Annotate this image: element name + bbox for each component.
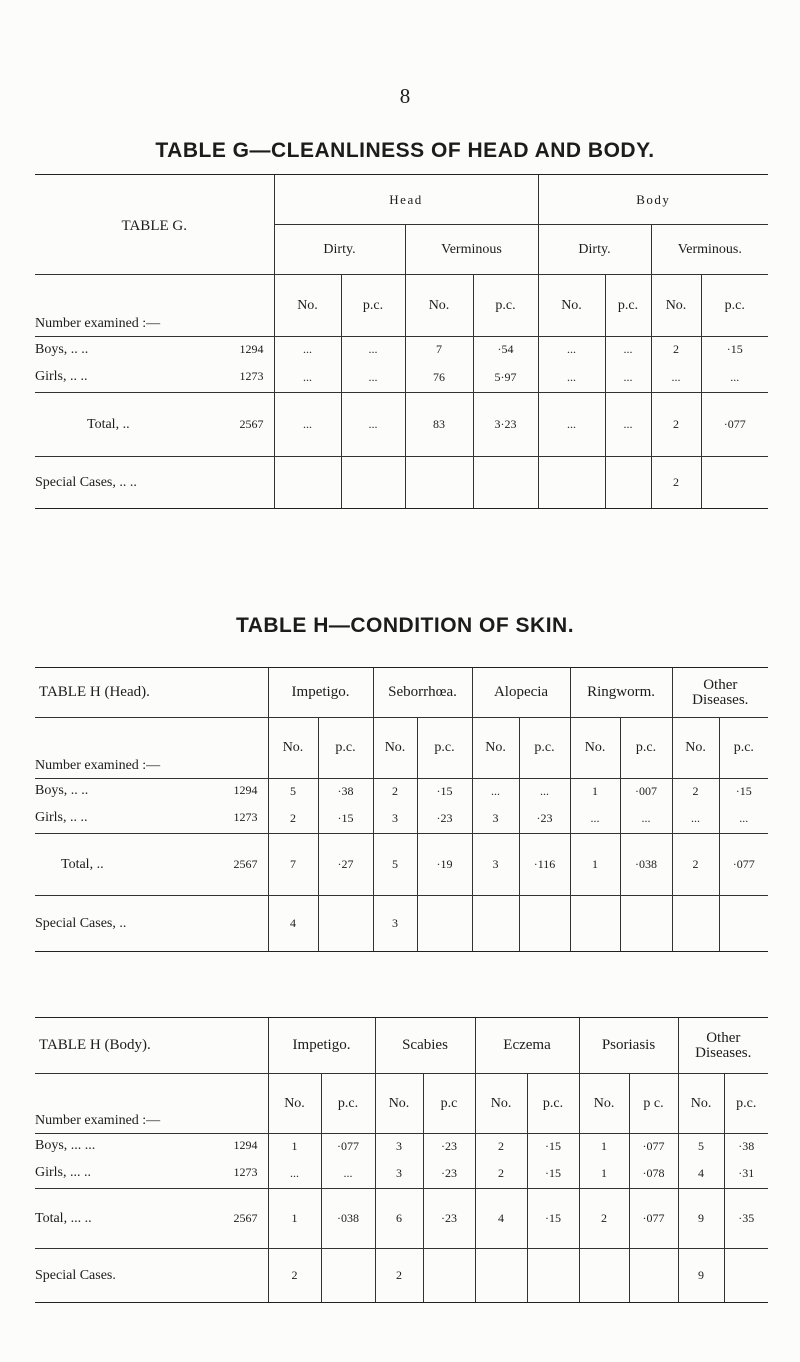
- cell: 1: [268, 1189, 321, 1249]
- col-header: p.c.: [321, 1074, 375, 1134]
- row-label-text: Girls, .. ..: [35, 369, 88, 385]
- cell: [605, 457, 651, 509]
- row-label-text: Total, ... ..: [35, 1210, 92, 1226]
- cell: [527, 1249, 579, 1303]
- cell: ·23: [423, 1134, 475, 1159]
- cell: ·077: [701, 393, 768, 457]
- cell: 5·97: [473, 363, 538, 393]
- cell: ·15: [318, 804, 373, 834]
- group-seborrhoea: Seborrhœa.: [373, 668, 472, 718]
- cell: ...: [274, 363, 341, 393]
- cell: [475, 1249, 527, 1303]
- cell: 1: [570, 779, 620, 804]
- cell: ·38: [724, 1134, 768, 1159]
- cell: 3: [472, 804, 519, 834]
- cell: ·077: [321, 1134, 375, 1159]
- cell: 7: [405, 337, 473, 363]
- cell: [472, 896, 519, 952]
- number-examined-label: Number examined :—: [35, 275, 274, 337]
- cell: ·15: [527, 1159, 579, 1189]
- cell: ·23: [417, 804, 472, 834]
- col-header: No.: [570, 718, 620, 779]
- cell: 5: [678, 1134, 724, 1159]
- cell: [405, 457, 473, 509]
- cell: [321, 1249, 375, 1303]
- cell: ·077: [629, 1134, 678, 1159]
- row-label: [35, 1189, 268, 1249]
- cell: 5: [373, 834, 417, 896]
- table-g-title: TABLE G—CLEANLINESS OF HEAD AND BODY.: [155, 139, 655, 162]
- cell: ...: [672, 804, 719, 834]
- cell: ·23: [423, 1159, 475, 1189]
- group-impetigo: Impetigo.: [268, 668, 373, 718]
- cell: 76: [405, 363, 473, 393]
- row-label: [35, 363, 274, 393]
- col-header: p.c.: [701, 275, 768, 337]
- cell: 3: [375, 1159, 423, 1189]
- cell: ·077: [719, 834, 768, 896]
- col-header: p.c.: [473, 275, 538, 337]
- cell: ...: [274, 393, 341, 457]
- row-count: 1294: [239, 341, 264, 356]
- group-alopecia: Alopecia: [472, 668, 570, 718]
- col-header: p.c.: [724, 1074, 768, 1134]
- table-row-special: [35, 896, 768, 952]
- cell: ·35: [724, 1189, 768, 1249]
- table-row-girls: [35, 804, 768, 834]
- row-label-text: Girls, ... ..: [35, 1165, 91, 1181]
- cell: 2: [375, 1249, 423, 1303]
- cell: 4: [475, 1189, 527, 1249]
- group-body-label: Body: [538, 175, 768, 225]
- table-row-total: [35, 393, 768, 457]
- number-examined-label: Number examined :—: [35, 1074, 268, 1134]
- sub-body-verminous: Verminous.: [651, 225, 768, 275]
- cell: 3·23: [473, 393, 538, 457]
- cell: 2: [672, 834, 719, 896]
- cell: 2: [268, 1249, 321, 1303]
- table-row-girls: [35, 363, 768, 393]
- group-scabies: Scabies: [375, 1018, 475, 1074]
- cell: 2: [475, 1159, 527, 1189]
- col-header: No.: [651, 275, 701, 337]
- cell: ·38: [318, 779, 373, 804]
- cell: 7: [268, 834, 318, 896]
- group-other-diseases: Other Diseases.: [678, 1018, 768, 1074]
- cell: [519, 896, 570, 952]
- col-header: p.c.: [318, 718, 373, 779]
- cell: 1: [579, 1159, 629, 1189]
- col-header: p.c.: [605, 275, 651, 337]
- col-header: p.c.: [719, 718, 768, 779]
- row-label-text: Total, ..: [61, 856, 104, 872]
- cell: 3: [375, 1134, 423, 1159]
- table-h-body: [35, 1017, 768, 1303]
- col-header: No.: [405, 275, 473, 337]
- table-h-body-group-row: [35, 1018, 768, 1074]
- col-header: No.: [538, 275, 605, 337]
- col-header: No.: [672, 718, 719, 779]
- cell: ·19: [417, 834, 472, 896]
- row-label: [35, 779, 268, 804]
- cell: 1: [268, 1134, 321, 1159]
- col-header: p.c.: [527, 1074, 579, 1134]
- cell: ·077: [629, 1189, 678, 1249]
- cell: 5: [268, 779, 318, 804]
- cell: ...: [719, 804, 768, 834]
- cell: 4: [678, 1159, 724, 1189]
- row-count: 2567: [233, 856, 258, 871]
- cell: ...: [605, 393, 651, 457]
- table-row-special: [35, 457, 768, 509]
- table-g-corner-label: TABLE G.: [35, 175, 274, 275]
- cell: ...: [341, 393, 405, 457]
- group-head-label: Head: [274, 175, 538, 225]
- cell: 2: [651, 393, 701, 457]
- col-header: p.c.: [341, 275, 405, 337]
- row-label: Special Cases, .. ..: [35, 457, 274, 509]
- cell: 1: [570, 834, 620, 896]
- row-count: 1273: [233, 1165, 258, 1180]
- cell: ·15: [527, 1134, 579, 1159]
- col-header: No.: [579, 1074, 629, 1134]
- cell: [579, 1249, 629, 1303]
- cell: [538, 457, 605, 509]
- cell: [318, 896, 373, 952]
- row-count: 1273: [233, 810, 258, 825]
- row-label: [35, 393, 274, 457]
- cell: ...: [268, 1159, 321, 1189]
- table-h-title: TABLE H—CONDITION OF SKIN.: [235, 614, 575, 637]
- cell: ...: [570, 804, 620, 834]
- col-header: p c.: [629, 1074, 678, 1134]
- cell: ...: [341, 363, 405, 393]
- col-header: No.: [678, 1074, 724, 1134]
- cell: ·078: [629, 1159, 678, 1189]
- number-examined-label: Number examined :—: [35, 718, 268, 779]
- table-h-head-column-header-row: [35, 718, 768, 779]
- cell: ...: [538, 337, 605, 363]
- cell: ·27: [318, 834, 373, 896]
- page-number: 8: [399, 84, 411, 108]
- cell: 3: [373, 804, 417, 834]
- cell: ...: [472, 779, 519, 804]
- table-g: [35, 174, 768, 509]
- row-label: [35, 1134, 268, 1159]
- cell: [417, 896, 472, 952]
- cell: 2: [651, 337, 701, 363]
- group-psoriasis: Psoriasis: [579, 1018, 678, 1074]
- table-row-girls: [35, 1159, 768, 1189]
- col-header: p.c.: [417, 718, 472, 779]
- cell: [341, 457, 405, 509]
- col-header: No.: [375, 1074, 423, 1134]
- row-label-text: Girls, .. ..: [35, 810, 88, 826]
- cell: 3: [472, 834, 519, 896]
- cell: [629, 1249, 678, 1303]
- cell: [423, 1249, 475, 1303]
- table-g-column-header-row: [35, 275, 768, 337]
- cell: ·31: [724, 1159, 768, 1189]
- cell: ·116: [519, 834, 570, 896]
- table-h-head-group-row: [35, 668, 768, 718]
- cell: 9: [678, 1249, 724, 1303]
- cell: 1: [579, 1134, 629, 1159]
- cell: ...: [538, 363, 605, 393]
- cell: ...: [274, 337, 341, 363]
- col-header: No.: [373, 718, 417, 779]
- cell: ·54: [473, 337, 538, 363]
- col-header: p.c.: [519, 718, 570, 779]
- table-h-head-corner-label: TABLE H (Head).: [35, 668, 268, 718]
- cell: 4: [268, 896, 318, 952]
- table-row-boys: [35, 337, 768, 363]
- cell: ...: [620, 804, 672, 834]
- group-ringworm: Ringworm.: [570, 668, 672, 718]
- table-h-body-column-header-row: [35, 1074, 768, 1134]
- row-label-text: Boys, .. ..: [35, 341, 89, 357]
- cell: ...: [605, 337, 651, 363]
- cell: 2: [268, 804, 318, 834]
- cell: ...: [651, 363, 701, 393]
- row-count: 1273: [239, 369, 264, 384]
- col-header: p.c: [423, 1074, 475, 1134]
- cell: 9: [678, 1189, 724, 1249]
- cell: 2: [672, 779, 719, 804]
- table-row-total: [35, 1189, 768, 1249]
- cell: 83: [405, 393, 473, 457]
- cell: ·15: [417, 779, 472, 804]
- sub-body-dirty: Dirty.: [538, 225, 651, 275]
- table-row-boys: [35, 1134, 768, 1159]
- cell: 2: [579, 1189, 629, 1249]
- cell: ...: [701, 363, 768, 393]
- cell: [274, 457, 341, 509]
- sub-head-dirty: Dirty.: [274, 225, 405, 275]
- row-label-text: Total, ..: [87, 416, 130, 432]
- cell: ·007: [620, 779, 672, 804]
- cell: ·15: [527, 1189, 579, 1249]
- row-label: [35, 804, 268, 834]
- table-g-group-header-row: [35, 175, 768, 225]
- row-label: Special Cases.: [35, 1249, 268, 1303]
- cell: ...: [321, 1159, 375, 1189]
- cell: [724, 1249, 768, 1303]
- cell: [672, 896, 719, 952]
- cell: 2: [373, 779, 417, 804]
- col-header: p.c.: [620, 718, 672, 779]
- cell: ...: [605, 363, 651, 393]
- cell: 2: [475, 1134, 527, 1159]
- cell: ...: [538, 393, 605, 457]
- row-label-text: Boys, ... ...: [35, 1138, 96, 1154]
- cell: 2: [651, 457, 701, 509]
- cell: ·23: [423, 1189, 475, 1249]
- col-header: No.: [268, 718, 318, 779]
- cell: [473, 457, 538, 509]
- row-label: [35, 1159, 268, 1189]
- group-other-diseases: Other Diseases.: [672, 668, 768, 718]
- row-count: 2567: [239, 416, 264, 431]
- cell: ·038: [620, 834, 672, 896]
- cell: 6: [375, 1189, 423, 1249]
- table-row-boys: [35, 779, 768, 804]
- row-label: [35, 337, 274, 363]
- sub-head-verminous: Verminous: [405, 225, 538, 275]
- group-eczema: Eczema: [475, 1018, 579, 1074]
- cell: ·23: [519, 804, 570, 834]
- col-header: No.: [472, 718, 519, 779]
- cell: 3: [373, 896, 417, 952]
- table-h-head: [35, 667, 768, 952]
- col-header: No.: [475, 1074, 527, 1134]
- col-header: No.: [274, 275, 341, 337]
- cell: ·038: [321, 1189, 375, 1249]
- cell: ·15: [719, 779, 768, 804]
- row-count: 2567: [233, 1210, 258, 1225]
- group-impetigo: Impetigo.: [268, 1018, 375, 1074]
- row-label: Special Cases, ..: [35, 896, 268, 952]
- cell: ...: [519, 779, 570, 804]
- table-h-body-corner-label: TABLE H (Body).: [35, 1018, 268, 1074]
- cell: [719, 896, 768, 952]
- row-count: 1294: [233, 1138, 258, 1153]
- col-header: No.: [268, 1074, 321, 1134]
- cell: [620, 896, 672, 952]
- row-count: 1294: [233, 783, 258, 798]
- cell: ·15: [701, 337, 768, 363]
- cell: [701, 457, 768, 509]
- cell: [570, 896, 620, 952]
- row-label-text: Boys, .. ..: [35, 783, 89, 799]
- table-row-total: [35, 834, 768, 896]
- row-label: [35, 834, 268, 896]
- cell: ...: [341, 337, 405, 363]
- table-row-special: [35, 1249, 768, 1303]
